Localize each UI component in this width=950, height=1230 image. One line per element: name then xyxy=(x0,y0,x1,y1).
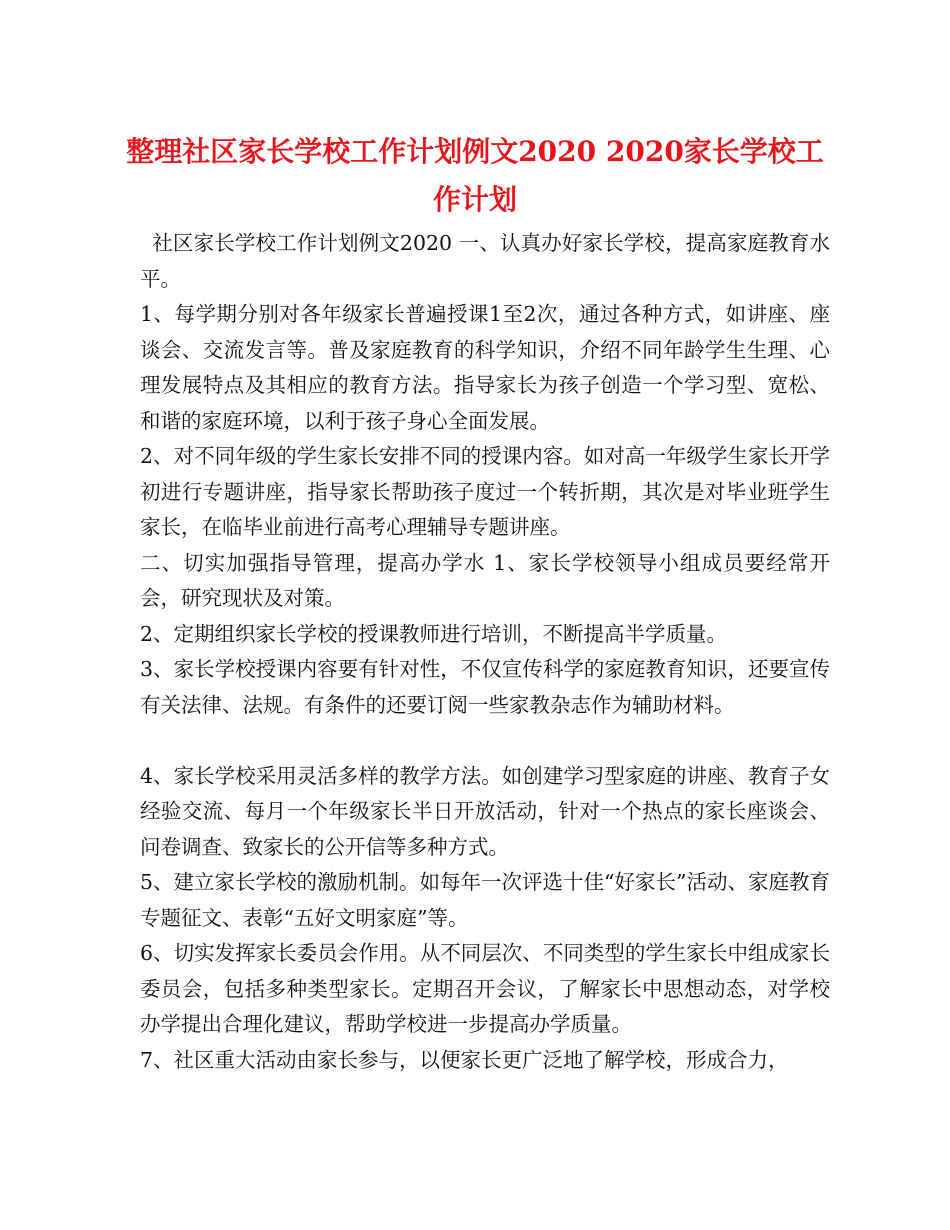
paragraph: 7、社区重大活动由家长参与，以便家长更广泛地了解学校，形成合力， xyxy=(140,1047,789,1072)
paragraph-spacer xyxy=(140,723,830,759)
paragraph: 二、切实加强指导管理，提高办学水 1、家长学校领导小组成员要经常开会，研究现状及对策。 xyxy=(140,550,830,610)
paragraph: 6、切实发挥家长委员会作用。从不同层次、不同类型的学生家长中组成家长委员会，包括多种类型家长。定期召开会议，了解家长中思想动态，对学校办学提出合理化建议，帮助学校进一步提高办学质量。 xyxy=(140,941,830,1036)
paragraph: 1、每学期分别对各年级家长普遍授课1至2次，通过各种方式，如讲座、座谈会、交流发言等。普及家庭教育的科学知识，介绍不同年龄学生生理、心理发展特点及其相应的教育方法。指导家长为孩子创造一个学习型、宽松、和谐的家庭环境，以利于孩子身心全面发展。 xyxy=(140,302,830,433)
paragraph: 社区家长学校工作计划例文2020 一、认真办好家长学校，提高家庭教育水平。 xyxy=(140,231,830,291)
paragraph: 2、定期组织家长学校的授课教师进行培训，不断提高半学质量。 xyxy=(140,621,728,646)
paragraph: 3、家长学校授课内容要有针对性，不仅宣传科学的家庭教育知识，还要宣传有关法律、法规。有条件的还要订阅一些家教杂志作为辅助材料。 xyxy=(140,657,830,717)
paragraph: 4、家长学校采用灵活多样的教学方法。如创建学习型家庭的讲座、教育子女经验交流、每月一个年级家长半日开放活动，针对一个热点的家长座谈会、问卷调查、致家长的公开信等多种方式。 xyxy=(140,763,830,859)
document-title: 整理社区家长学校工作计划例文2020 2020家长学校工作计划 xyxy=(126,135,824,216)
document-body xyxy=(140,226,830,1078)
paragraph: 5、建立家长学校的激励机制。如每年一次评选十佳“好家长”活动、家庭教育专题征文、表彰“五好文明家庭”等。 xyxy=(140,870,831,930)
paragraph: 2、对不同年级的学生家长安排不同的授课内容。如对高一年级学生家长开学初进行专题讲座，指导家长帮助孩子度过一个转折期，其次是对毕业班学生家长，在临毕业前进行高考心理辅导专题讲座。 xyxy=(140,444,830,539)
